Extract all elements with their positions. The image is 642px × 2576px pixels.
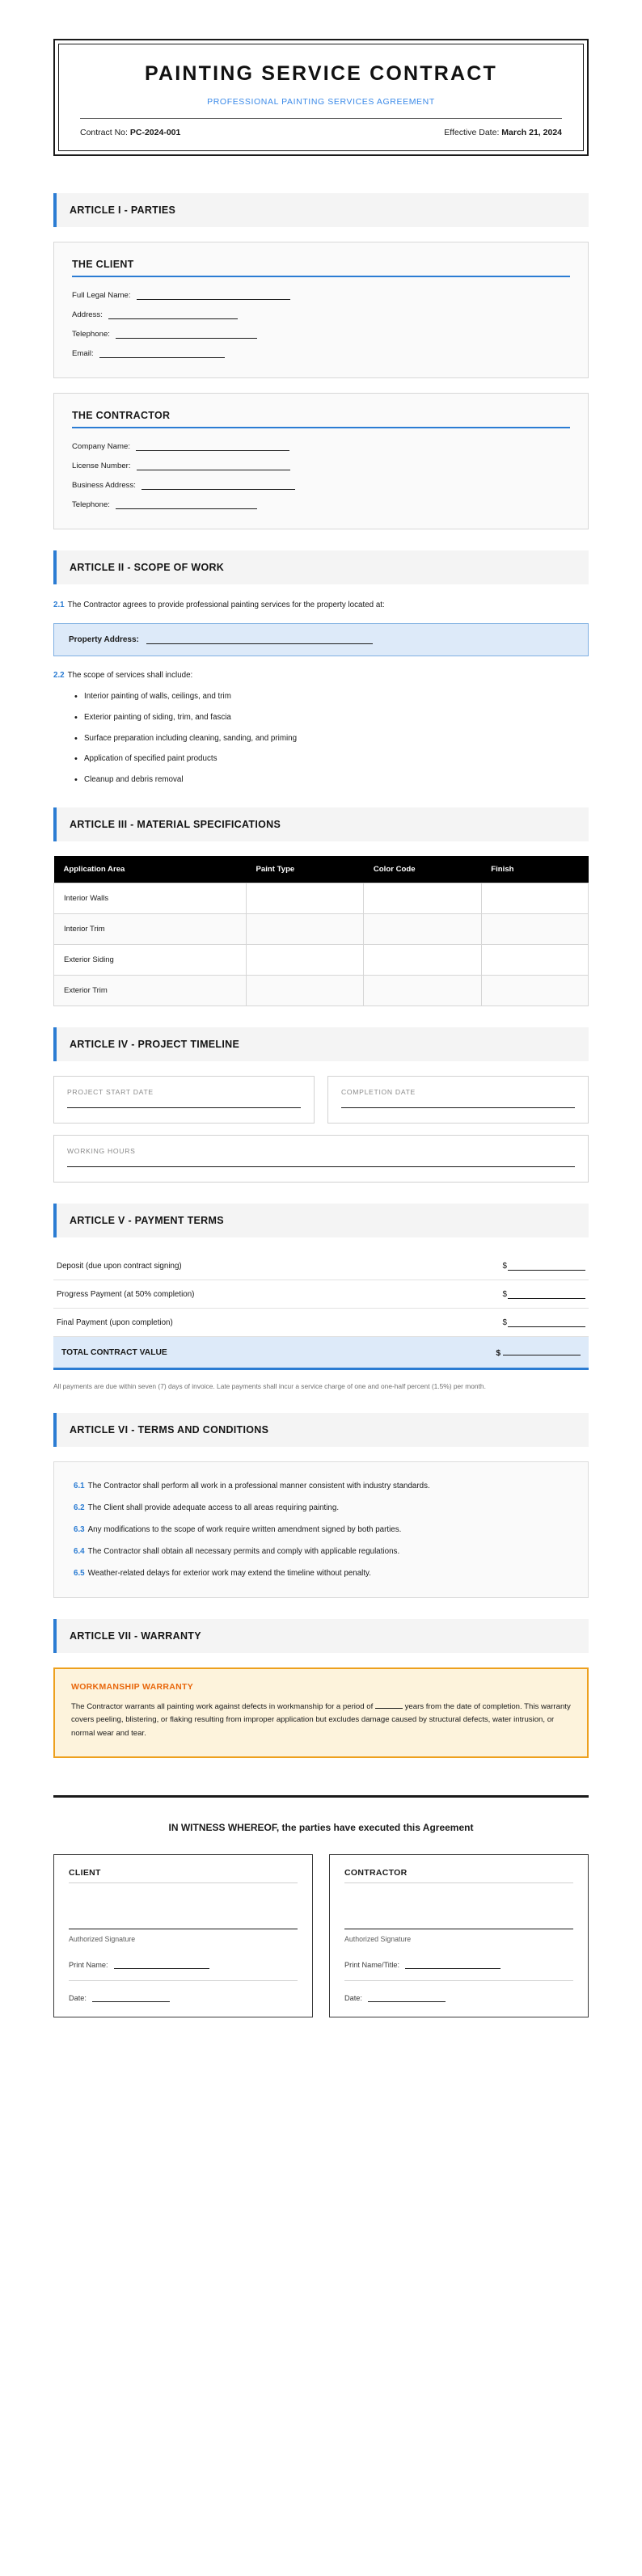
timeline-date-row [53, 1076, 589, 1124]
client-email-field[interactable] [72, 349, 570, 358]
client-print-name-field[interactable] [69, 1961, 298, 1969]
total-contract-value-input[interactable] [503, 1347, 581, 1355]
list-item: • Exterior painting of siding, trim, and fascia [74, 712, 589, 724]
cell-color-code[interactable] [364, 883, 481, 913]
client-date-input[interactable] [92, 1994, 170, 2002]
table-row [54, 883, 589, 913]
warranty-text-part-2: years from the date of completion. This warranty covers peeling, blistering, or flaking resulting from improper application but excludes damage caused by structural defects, water intrusion, or normal wear and tear. [71, 1701, 571, 1738]
section-article-2 [53, 550, 589, 786]
clause-6-4 [74, 1545, 568, 1558]
contractor-company-name-field[interactable] [72, 442, 570, 451]
contractor-signature-space[interactable] [344, 1883, 573, 1929]
document-header-box [53, 39, 589, 156]
client-address-input[interactable] [108, 311, 238, 319]
article-7-header [53, 1619, 589, 1653]
table-row [54, 944, 589, 975]
contractor-date-field[interactable] [344, 1994, 573, 2002]
clause-6-2-text: The Client shall provide adequate access to all areas requiring painting. [87, 1503, 340, 1512]
completion-date-input[interactable] [341, 1107, 575, 1108]
contractor-license-number-field[interactable] [72, 462, 570, 470]
payment-progress-input[interactable] [508, 1291, 585, 1299]
contractor-license-number-input[interactable] [137, 462, 290, 470]
client-print-name-input[interactable] [114, 1961, 209, 1969]
cell-color-code[interactable] [364, 913, 481, 944]
section-article-6 [53, 1413, 589, 1598]
clause-2-2-text: The scope of services shall include: [67, 671, 193, 681]
currency-symbol: $ [502, 1318, 507, 1327]
cell-application-area: Interior Walls [54, 883, 247, 913]
payment-terms-note: All payments are due within seven (7) days of invoice. Late payments shall incur a service charge of one and one-half percent (1.5%) per month. [53, 1381, 486, 1390]
article-1-header [53, 193, 589, 227]
execution-divider [53, 1795, 589, 1798]
article-6-title: ARTICLE VI - TERMS AND CONDITIONS [70, 1423, 269, 1436]
total-contract-value-amount[interactable] [496, 1347, 581, 1358]
article-5-header [53, 1204, 589, 1237]
payment-deposit-input[interactable] [508, 1263, 585, 1271]
column-header-color-code: Color Code [364, 856, 481, 883]
contractor-title-underline [72, 427, 570, 428]
client-signature-block [53, 1854, 313, 2017]
contractor-business-address-label: Business Address: [72, 481, 136, 490]
cell-application-area: Interior Trim [54, 913, 247, 944]
document-subtitle: PROFESSIONAL PAINTING SERVICES AGREEMENT [207, 97, 435, 107]
clause-6-1-text: The Contractor shall perform all work in a professional manner consistent with industry standards. [87, 1481, 430, 1490]
client-print-name-label: Print Name: [69, 1961, 108, 1970]
working-hours-label: WORKING HOURS [67, 1146, 136, 1155]
contractor-print-name-input[interactable] [405, 1961, 501, 1969]
article-4-title: ARTICLE IV - PROJECT TIMELINE [70, 1038, 240, 1050]
clause-6-5 [74, 1567, 568, 1580]
table-header [54, 856, 589, 883]
clause-6-5-number: 6.5 [74, 1569, 85, 1579]
client-full-name-label: Full Legal Name: [72, 291, 131, 300]
list-item: • Application of specified paint products [74, 753, 589, 765]
cell-finish[interactable] [481, 944, 588, 975]
clause-6-3 [74, 1524, 568, 1537]
contractor-company-name-label: Company Name: [72, 442, 130, 451]
client-full-name-input[interactable] [137, 292, 290, 300]
scope-of-services-list [53, 691, 589, 786]
witness-statement: IN WITNESS WHEREOF, the parties have executed this Agreement [168, 1822, 474, 1834]
terms-and-conditions-card [53, 1461, 589, 1598]
cell-paint-type[interactable] [246, 944, 363, 975]
client-email-input[interactable] [99, 350, 225, 358]
table-body [54, 883, 589, 1006]
list-item: • Interior painting of walls, ceilings, and trim [74, 691, 589, 703]
client-field-rule [69, 1980, 298, 1981]
working-hours-input[interactable] [67, 1166, 575, 1167]
payment-row-deposit [53, 1252, 589, 1280]
client-email-label: Email: [72, 349, 94, 358]
clause-2-1-number: 2.1 [53, 601, 65, 609]
contractor-signature-title: CONTRACTOR [344, 1868, 408, 1878]
total-contract-value-label: TOTAL CONTRACT VALUE [61, 1347, 167, 1357]
warranty-title: WORKMANSHIP WARRANTY [71, 1681, 194, 1692]
currency-symbol: $ [502, 1261, 507, 1271]
article-1-title: ARTICLE I - PARTIES [70, 204, 176, 216]
cell-finish[interactable] [481, 913, 588, 944]
contractor-telephone-field[interactable] [72, 500, 570, 509]
article-5-title: ARTICLE V - PAYMENT TERMS [70, 1214, 224, 1226]
contractor-signature-block [329, 1854, 589, 2017]
property-address-box[interactable] [53, 623, 589, 656]
cell-finish[interactable] [481, 883, 588, 913]
client-full-name-field[interactable] [72, 291, 570, 300]
client-address-field[interactable] [72, 310, 570, 319]
clause-6-4-number: 6.4 [74, 1547, 85, 1557]
currency-symbol: $ [496, 1348, 501, 1358]
article-3-header [53, 807, 589, 841]
payment-deposit-amount[interactable] [503, 1262, 585, 1271]
article-6-header [53, 1413, 589, 1447]
client-title-underline [72, 276, 570, 277]
client-date-label: Date: [69, 1994, 87, 2003]
payment-deposit-label: Deposit (due upon contract signing) [57, 1261, 182, 1271]
cell-color-code[interactable] [364, 975, 481, 1006]
clause-6-1 [74, 1480, 568, 1493]
client-date-field[interactable] [69, 1994, 298, 2002]
contractor-company-name-input[interactable] [136, 443, 289, 451]
article-3-title: ARTICLE III - MATERIAL SPECIFICATIONS [70, 818, 281, 830]
contractor-business-address-field[interactable] [72, 481, 570, 490]
client-telephone-label: Telephone: [72, 330, 110, 339]
contractor-date-label: Date: [344, 1994, 362, 2003]
warranty-text-part-1: The Contractor warrants all painting work against defects in workmanship for a period of [71, 1701, 374, 1711]
effective-date-value: March 21, 2024 [501, 128, 562, 137]
clause-6-2 [74, 1502, 568, 1515]
warranty-years-input[interactable] [375, 1701, 403, 1709]
cell-paint-type[interactable] [246, 913, 363, 944]
table-row [54, 913, 589, 944]
total-contract-value-row [53, 1337, 589, 1370]
contractor-business-address-input[interactable] [141, 482, 295, 490]
contract-number-label: Contract No: [80, 128, 128, 137]
project-start-date-box[interactable] [53, 1076, 315, 1124]
clause-2-2-number: 2.2 [53, 671, 65, 681]
client-telephone-field[interactable] [72, 330, 570, 339]
list-item: • Cleanup and debris removal [74, 774, 589, 786]
signature-row [53, 1854, 589, 2017]
clause-6-3-number: 6.3 [74, 1525, 85, 1535]
currency-symbol: $ [502, 1289, 507, 1299]
payment-final-label: Final Payment (upon completion) [57, 1318, 173, 1327]
contractor-card-title: THE CONTRACTOR [72, 410, 171, 421]
cell-paint-type[interactable] [246, 883, 363, 913]
section-article-5 [53, 1204, 589, 1392]
contract-number-value: PC-2024-001 [129, 128, 181, 137]
list-item: • Surface preparation including cleaning, sanding, and priming [74, 733, 589, 745]
effective-date [444, 128, 562, 137]
client-party-card [53, 242, 589, 378]
article-4-header [53, 1027, 589, 1061]
project-start-date-input[interactable] [67, 1107, 301, 1108]
contractor-license-number-label: License Number: [72, 462, 131, 470]
article-2-header [53, 550, 589, 584]
payment-progress-label: Progress Payment (at 50% completion) [57, 1289, 195, 1299]
section-article-3 [53, 807, 589, 1006]
cell-application-area: Exterior Siding [54, 944, 247, 975]
workmanship-warranty-box [53, 1667, 589, 1759]
working-hours-box[interactable] [53, 1135, 589, 1183]
section-article-7 [53, 1619, 589, 1759]
contractor-field-rule [344, 1980, 573, 1981]
clause-2-1-text: The Contractor agrees to provide professional painting services for the property located at: [67, 601, 385, 609]
payment-final-input[interactable] [508, 1319, 585, 1327]
material-specifications-table [53, 856, 589, 1006]
section-article-4 [53, 1027, 589, 1183]
project-start-date-label: PROJECT START DATE [67, 1087, 154, 1096]
table-header-row [54, 856, 589, 883]
property-address-input[interactable] [146, 636, 373, 644]
client-signature-caption: Authorized Signature [69, 1935, 136, 1944]
clause-6-4-text: The Contractor shall obtain all necessary permits and comply with applicable regulations. [87, 1547, 400, 1557]
client-card-title: THE CLIENT [72, 259, 134, 270]
page-title: PAINTING SERVICE CONTRACT [144, 62, 498, 85]
column-header-application-area: Application Area [54, 856, 247, 883]
cell-color-code[interactable] [364, 944, 481, 975]
client-address-label: Address: [72, 310, 103, 319]
cell-application-area: Exterior Trim [54, 975, 247, 1006]
article-2-title: ARTICLE II - SCOPE OF WORK [70, 562, 225, 573]
clause-6-5-text: Weather-related delays for exterior work may extend the timeline without penalty. [87, 1569, 371, 1579]
clause-6-3-text: Any modifications to the scope of work require written amendment signed by both parties. [87, 1525, 402, 1535]
client-signature-title: CLIENT [69, 1868, 101, 1878]
contractor-telephone-label: Telephone: [72, 500, 110, 509]
client-telephone-input[interactable] [116, 331, 257, 339]
header-divider [80, 118, 562, 119]
effective-date-label: Effective Date: [444, 128, 500, 137]
clause-2-2 [53, 669, 589, 682]
completion-date-box[interactable] [327, 1076, 589, 1124]
column-header-paint-type: Paint Type [246, 856, 363, 883]
property-address-label: Property Address: [69, 635, 139, 645]
contract-number [80, 128, 180, 137]
contractor-telephone-input[interactable] [116, 501, 257, 509]
contractor-print-name-label: Print Name/Title: [344, 1961, 400, 1970]
completion-date-label: COMPLETION DATE [341, 1087, 416, 1096]
payment-progress-amount[interactable] [503, 1290, 585, 1299]
payment-row-progress [53, 1280, 589, 1309]
contractor-print-name-field[interactable] [344, 1961, 573, 1969]
cell-finish[interactable] [481, 975, 588, 1006]
payment-row-final [53, 1309, 589, 1337]
contractor-date-input[interactable] [368, 1994, 446, 2002]
warranty-text [71, 1701, 571, 1741]
clause-6-1-number: 6.1 [74, 1481, 85, 1490]
section-article-1 [53, 193, 589, 529]
column-header-finish: Finish [481, 856, 588, 883]
table-row [54, 975, 589, 1006]
article-7-title: ARTICLE VII - WARRANTY [70, 1629, 201, 1642]
payment-final-amount[interactable] [503, 1318, 585, 1327]
clause-2-1 [53, 599, 589, 612]
contractor-signature-caption: Authorized Signature [344, 1935, 412, 1944]
contractor-party-card [53, 393, 589, 529]
clause-6-2-number: 6.2 [74, 1503, 85, 1512]
cell-paint-type[interactable] [246, 975, 363, 1006]
client-signature-space[interactable] [69, 1883, 298, 1929]
contract-meta-row [80, 128, 562, 137]
